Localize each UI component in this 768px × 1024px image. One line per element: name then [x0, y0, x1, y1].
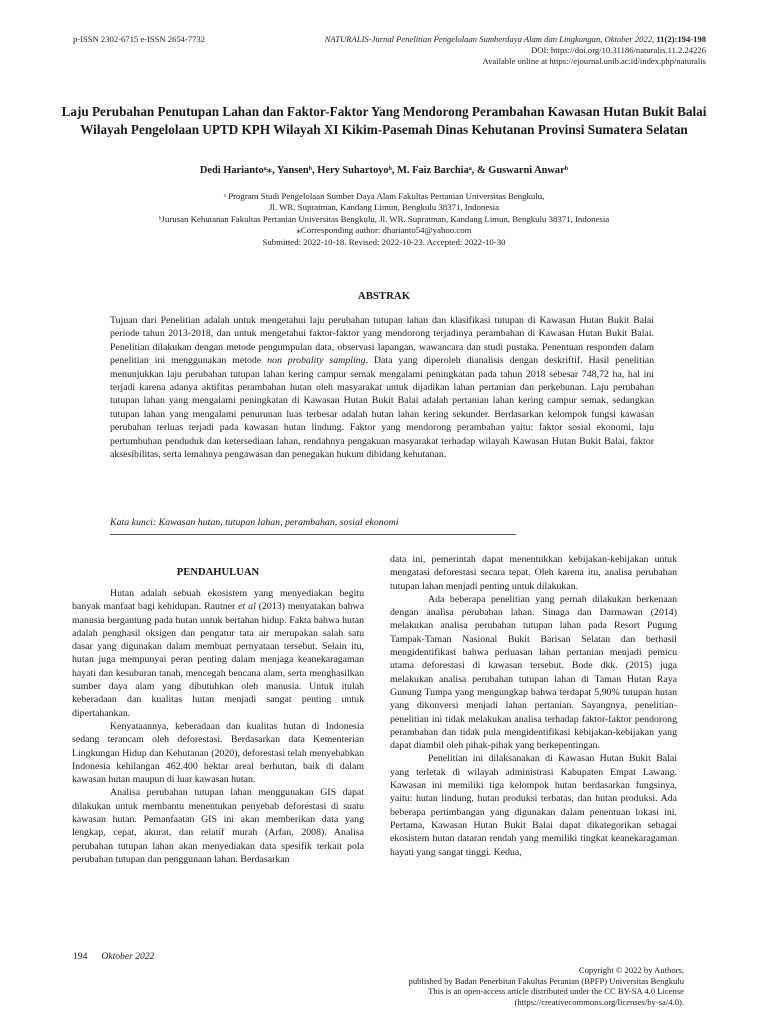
- intro-paragraph-3: Analisa perubahan tutupan lahan menggunakan GIS dapat dilakukan untuk membantu menentukan penyebab deforestasi di suatu kawasan hutan. Pemanfaatan GIS ini akan memberikan data yang lengkap, cepat, akurat, dan relatif murah (Arfan, 2008). Analisa perubahan tutupan lahan akan menyediakan data spesifik terkait pola perubahan tutupan dan penggunaan lahan. Berdasarkan: [72, 787, 364, 865]
- intro-p1-text-a: Hutan adalah sebuah ekosistem yang menyediakan begitu banyak manfaat bagi kehidupan. Rautner: [72, 588, 364, 613]
- intro-paragraph-2: Kenyataannya, keberadaan dan kualitas hutan di Indonesia sedang terancam oleh deforestasi. Berdasarkan data Kementerian Lingkungan Hidup dan Kehutanan (2020), deforestasi telah menyebabkan Indonesia kehilangan 462.400 hektar areal berhutan, baik di dalam kawasan hutan maupun di luar kawasan hutan.: [72, 720, 364, 786]
- affiliation-a-line1: ᵃ Program Studi Pengelolaan Sumber Daya Alam Fakultas Pertanian Universitas Bengkulu,: [223, 191, 545, 201]
- left-column: [72, 587, 364, 866]
- right-paragraph-1: data ini, pemerintah dapat menentukkan kebijakan-kebijakan untuk mengatasi deforestasi secara tepat. Oleh karena itu, analisa perubahan tutupan lahan menjadi penting untuk dilakukan.: [390, 554, 677, 592]
- issue-date: Oktober 2022: [101, 951, 155, 962]
- journal-header: [325, 34, 706, 45]
- keywords-divider: [110, 534, 516, 535]
- publisher-line: published by Badan Penerbitan Fakultas Peranian (BPFP) Universitas Bengkulu: [408, 975, 684, 986]
- right-paragraph-3: Penelitian ini dilaksanakan di Kawasan Hutan Bukit Balai yang terletak di wilayah administrasi Kabupaten Empat Lawang. Kawasan ini memiliki tiga kelompok hutan berdasarkan fungsinya, yaitu: hutan lindung, hutan produksi terbatas, dan hutan produksi. Ada beberapa pertimbangan yang digunakan dalam penentuan lokasi ini. Pertama, Kawasan Hutan Bukit Balai dapat dikategorikan sebagai ekosistem hutan dataran rendah yang memiliki tingkat keanekaragaman hayati yang sangat tinggi. Kedua,: [390, 753, 677, 858]
- available-online-line[interactable]: Available online at https://ejournal.unib.ac.id/index.php/naturalis: [482, 56, 706, 66]
- abstract-body: [110, 314, 654, 461]
- corresponding-author[interactable]: ⁎Corresponding author: dharianto54@yahoo.com: [296, 225, 472, 236]
- intro-paragraph-1: [72, 587, 364, 720]
- journal-name: NATURALIS-Jurnal Penelitian Pengelolaan Sumberdaya Alam dan Lingkungan, Oktober 2022,: [324, 34, 655, 44]
- abstract-italic-term: non probality sampling: [267, 355, 366, 367]
- submission-dates: Submitted: 2022-10-18. Revised: 2022-10-23. Accepted: 2022-10-30: [262, 236, 506, 247]
- journal-volume: 11(2):194-198: [656, 34, 706, 44]
- paper-title: Laju Perubahan Penutupan Lahan dan Faktor-Faktor Yang Mendorong Perambahan Kawasan Hutan Bukit Balai Wilayah Pengelolaan UPTD KPH Wilayah XI Kikim-Pasemah Dinas Kehutanan Provinsi Sumatera Selatan: [61, 104, 707, 137]
- issn-line: p-ISSN 2302-6715 e-ISSN 2654-7732: [73, 34, 206, 44]
- author-list: Dedi Hariantoᵃ⁎, Yansenᵇ, Hery Suhartoyoᵇ, M. Faiz Barchiaᵃ, & Guswarni Anwarᵇ: [199, 165, 569, 176]
- page-footer: [73, 951, 154, 962]
- right-column: [390, 553, 677, 859]
- license-url[interactable]: (https://creativecommons.org/licenses/by-sa/4.0).: [514, 996, 684, 1007]
- abstract-text-1: Tujuan dari Penelitian adalah untuk mengetahui laju perubahan tutupan lahan dan klasifikasi tutupan di Kawasan Hutan Bukit Balai periode tahun 2013-2018, dan untuk mengetahui faktor-faktor yang mendorong terjadinya perambahan di Kawasan Hutan Bukit Balai. Penelitian dilakukan dengan metode pengumpulan data, observasi lapangan, wawancara dan studi pustaka. Penentuan responden dalam penelitian ini menggunakan metode: [110, 315, 654, 367]
- abstract-text-2: . Data yang diperoleh dianalisis dengan deskriftif. Hasil penelitian menunjukkan laju perubahan tutupan lahan kering campur semak mengalami peningkatan pada tahun 2018 sebesar 748,72 ha, hal ini terjadi karena adanya aktifitas perambahan hutan oleh masyarakat untuk dijadikan lahan pertanian dan perkebunan. Laju perubahan tutupan lahan yang mengalami peningkatan di Kawasan Hutan Bukit Balai adalah pertanian lahan kering campur semak, sedangkan tutupan lahan yang mengalami penurunan luas terbesar adalah hutan lahan kering sekunder. Berdasarkan kelompok fungsi kawasan perubahan terluas terjadi pada kawasan hutan lindung. Faktor yang mendorong perambahan yaitu: faktor sosial ekonomi, laju pertumbuhan penduduk dan ketersediaan lahan, rendahnya pengakuan masyarakat terhadap wilayah Kawasan Hutan Bukit Balai, faktor aksesibilitas, serta lemahnya pengawasan dan penegakan hukum dibidang kehutanan.: [110, 355, 654, 461]
- affiliation-b: ᵇJurusan Kehutanan Fakultas Pertanian Universitas Bengkulu, Jl. WR. Supratman, Kandang Limun, Bengkulu 38371, Indonesia: [158, 213, 610, 224]
- license-line: This is an open-access article distributed under the CC BY-SA 4.0 License: [428, 986, 684, 997]
- keywords: Kata kunci: Kawasan hutan, tutupan lahan, perambahan, sosial ekonomi: [110, 517, 399, 528]
- affiliations: [60, 191, 708, 248]
- copyright-block: [409, 965, 684, 1007]
- intro-p1-text-b: (2013) menyatakan bahwa manusia bergantung pada hutan untuk bertahan hidup. Fakta bahwa hutan adalah penghasil oksigen dan pengatur tata air merupakan salah satu dasar yang digunakan dalam membuat pernyataan tersebut. Selain itu, hutan juga mempunyai peran penting dalam menjaga keanekaragaman hayati dan kesuburan tanah, mencegah bencana alam, serta menghasilkan sumber daya alam yang dibutuhkan oleh manusia. Untuk itulah keberadaan dan kualitas hutan menjadi sangat penting untuk dipertahankan.: [72, 601, 364, 719]
- section-heading-pendahuluan: PENDAHULUAN: [176, 567, 260, 578]
- doi-line[interactable]: DOI: https://doi.org/10.31186/naturalis.11.2.24226: [531, 45, 706, 55]
- affiliation-a-line2: Jl. WR. Supratman, Kandang Limun, Bengkulu 38371, Indonesia: [269, 202, 499, 213]
- intro-p1-etal: et al: [238, 601, 256, 613]
- right-paragraph-2: Ada beberapa penelitian yang pernah dilakukan berkenaan dengan analisa perubahan lahan. Sinaga dan Darmawan (2014) melakukan analisa perubahan tutupan lahan pada Resort Pugung Tampak-Taman Nasional Bukit Barisan Selatan dan berhasil mengidentifikasi bahwa perluasan lahan pertanian menjadi pemicu utama deforestasi di kawasan tersebut. Bode dkk. (2015) juga melakukan analisa perubahan tutupan lahan di Taman Hutan Raya Gunung Tumpa yang mengungkap bahwa terdapat 5,90% tutupan hutan yang dikonversi menjadi lahan pertanian. Sayangnya, penelitian-penelitian ini tidak melakukan analisa terhadap faktor-faktor pendorong perambahan dan tidak pula mengidentifikasi kebijakan-kebijakan yang dapat diambil oleh pihak-pihak yang berkepentingan.: [390, 593, 677, 752]
- page-number: 194: [73, 951, 88, 962]
- copyright-line: Copyright © 2022 by Authors,: [578, 965, 684, 975]
- abstract-heading: ABSTRAK: [357, 290, 411, 302]
